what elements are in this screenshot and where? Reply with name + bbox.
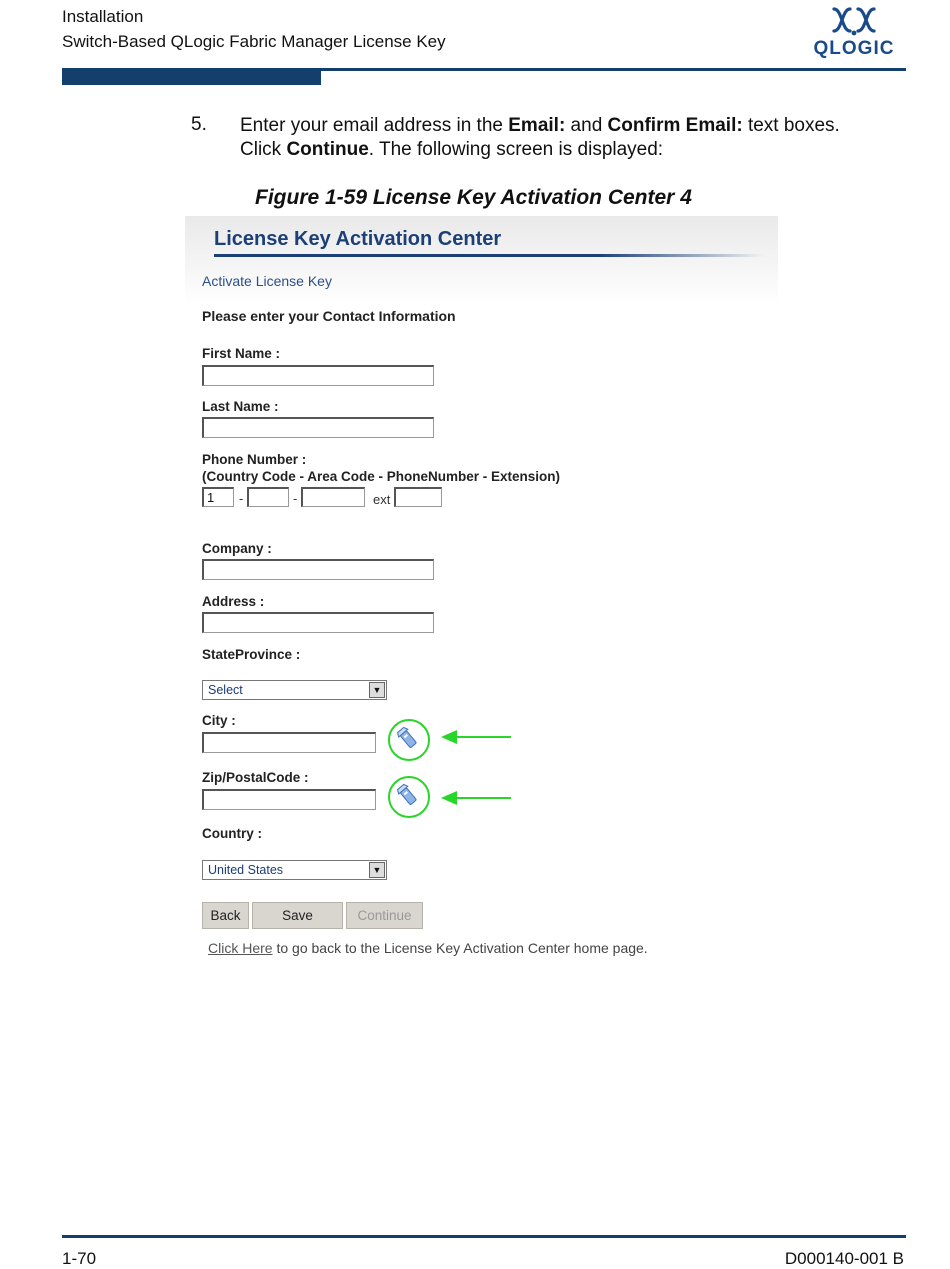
state-select-value: Select: [208, 683, 243, 697]
country-label: Country :: [202, 826, 262, 841]
city-arrow-icon: [441, 729, 513, 745]
panel-title: License Key Activation Center: [214, 228, 502, 250]
address-field[interactable]: [202, 612, 434, 633]
address-label: Address :: [202, 594, 265, 609]
phone-ext-label: ext: [373, 492, 391, 507]
phone-hint: (Country Code - Area Code - PhoneNumber - Extension): [202, 469, 561, 484]
step-text-part: Enter your email address in the: [240, 115, 509, 136]
phone-label: Phone Number :: [202, 452, 307, 467]
flashlight-icon: [390, 721, 428, 759]
activation-form-panel: [185, 216, 778, 976]
flashlight-icon: [390, 778, 428, 816]
page-number: 1-70: [62, 1249, 97, 1268]
city-lookup-highlight[interactable]: [388, 719, 430, 761]
chevron-down-icon[interactable]: ▼: [369, 862, 385, 878]
step-number: 5.: [191, 114, 207, 135]
footer-rule: [62, 1235, 906, 1238]
document-id: D000140-001 B: [784, 1249, 904, 1268]
step-confirm-term: Confirm Email:: [607, 115, 743, 136]
company-field[interactable]: [202, 559, 434, 580]
logo-wordmark: QLOGIC: [813, 38, 895, 59]
continue-button[interactable]: Continue: [346, 902, 423, 929]
country-select[interactable]: [202, 860, 387, 880]
home-link-suffix: to go back to the License Key Activation Center home page.: [272, 940, 648, 956]
phone-area-code-field[interactable]: [247, 487, 289, 507]
step-continue-term: Continue: [286, 139, 369, 160]
panel-title-rule: [214, 254, 764, 257]
company-label: Company :: [202, 541, 272, 556]
country-select-value: United States: [208, 863, 284, 877]
phone-number-field[interactable]: [301, 487, 365, 507]
chevron-down-icon[interactable]: ▼: [369, 682, 385, 698]
zip-arrow-icon: [441, 790, 513, 806]
phone-separator: -: [239, 491, 244, 506]
header-section: Installation: [62, 7, 144, 26]
back-button[interactable]: Back: [202, 902, 249, 929]
first-name-field[interactable]: [202, 365, 434, 386]
breadcrumb: Activate License Key: [202, 273, 332, 289]
city-label: City :: [202, 713, 236, 728]
step-text-part: text boxes.: [742, 115, 840, 136]
zip-label: Zip/PostalCode :: [202, 770, 309, 785]
last-name-field[interactable]: [202, 417, 434, 438]
phone-separator: -: [293, 491, 298, 506]
home-link-row: [208, 940, 648, 956]
step-text-part: and: [565, 115, 608, 136]
phone-country-code-field[interactable]: [202, 487, 234, 507]
figure-caption: Figure 1-59 License Key Activation Center 4: [255, 186, 692, 209]
zip-lookup-highlight[interactable]: [388, 776, 430, 818]
save-button[interactable]: Save: [252, 902, 343, 929]
state-select[interactable]: [202, 680, 387, 700]
step-text: [240, 114, 900, 162]
step-email-term: Email:: [508, 115, 566, 136]
header-rule-accent: [62, 68, 321, 85]
first-name-label: First Name :: [202, 346, 281, 361]
last-name-label: Last Name :: [202, 399, 279, 414]
step-text-part: . The following screen is displayed:: [368, 139, 664, 160]
form-intro: Please enter your Contact Information: [202, 308, 456, 324]
qlogic-logo-icon: [806, 4, 902, 38]
click-here-link[interactable]: Click Here: [208, 940, 273, 956]
qlogic-logo: [806, 4, 902, 60]
zip-field[interactable]: [202, 789, 376, 810]
header-title: Switch-Based QLogic Fabric Manager License Key: [62, 32, 446, 51]
step-text-part: Click: [240, 139, 287, 160]
city-field[interactable]: [202, 732, 376, 753]
phone-extension-field[interactable]: [394, 487, 442, 507]
state-label: StateProvince :: [202, 647, 301, 662]
